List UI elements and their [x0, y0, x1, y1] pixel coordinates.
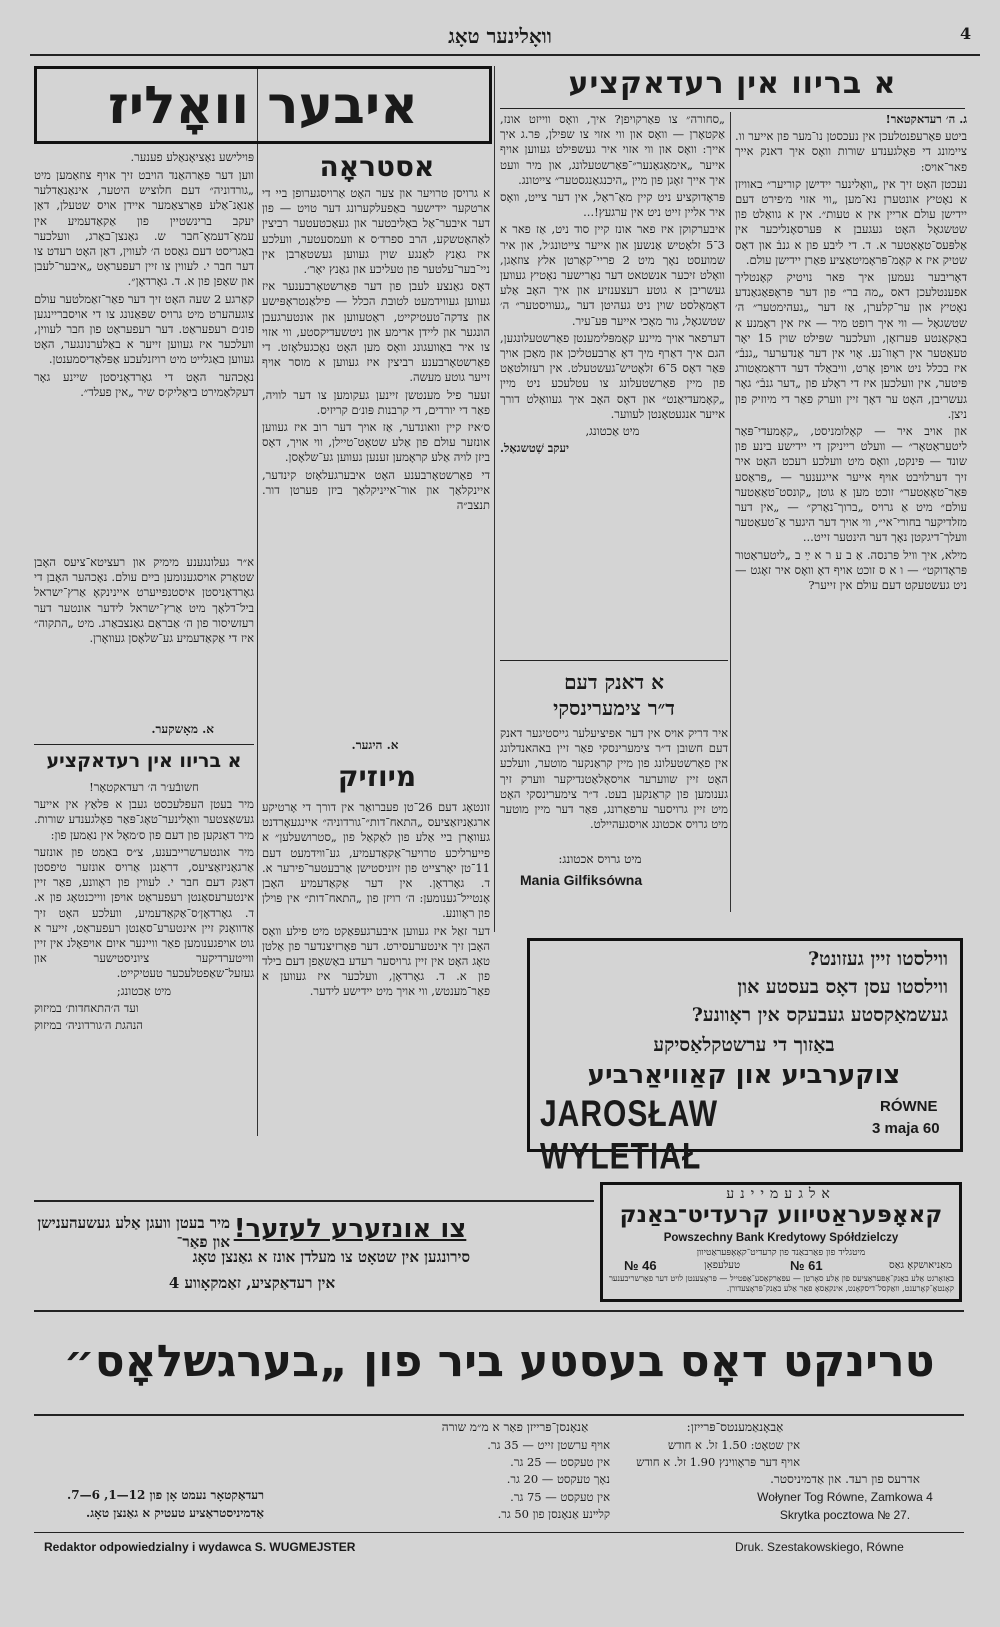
- music-title: מיוזיק: [337, 760, 417, 793]
- letter-paragraph: ביטע פּאַרעפנטלעכן אין נעכסטן נו־מער פון אייער וו. ציימונג די פאָלגענדע שורות וואָס איך דאנק אייך פאר־אויס:: [735, 129, 967, 174]
- right-sign: א. מאָשקער.: [151, 722, 214, 736]
- letter-paragraph: דאָריבער נעמען איך פאר נויטיק קאָנטליך אפענטלעכן דאס „מה בר״ פון דער פּראָפּאַגאַנדע נאָטיץ און ער־קלערן, אַז דער „געהימטער״ ה׳ שטשגאָל — ווי איך רופט מיר — איז אין ראָמנע א באַקאַנטע פּערזאָן, וועלכער שפּילט שוין 15 יאָר טעאַטער אין ראָוו־נע. אָוי אין דער אַנדערער „גנבֿ״ איז בכלל ניט אויפן אָרט, וויבאַלד דער דראַמאַטורג פּיטער, אין וועלכען איז די ראָלע פון „דער גנבֿ״ גאָר געשריבן, האָט ער דאָך זיין ווערק פאַר די מיוזיק פון ניצן.: [735, 270, 967, 421]
- right-column-a: [34, 168, 254, 548]
- music-paragraph: דער זאַל איז געווען איבערגעפּאַקט מיט פילע וואָס האָבן זיך אינטערעסירט. דער פאָרזיצנדער פון אַלטן טאָג האָט אין זיין גרויסער רעדע באַשאַפן דעם בילד פון א. ד. גאָרדאָן, וועלכער איז געווען א פאַר־מענטש, ווי אויך מיט יידישע לידער.: [262, 923, 490, 999]
- subs-row: אין שטאָט: 1.50 זל. א חודש: [667, 1438, 800, 1452]
- readers-headline: צו אונזערע לעזער!: [233, 1214, 467, 1244]
- ostroh-sign: א. היגער.: [351, 738, 399, 752]
- column-divider: [257, 66, 258, 1136]
- ad-bakery-line3: געשמאַקסטע געבעקס אין ראָוונע?: [691, 1004, 948, 1026]
- ostroh-paragraph: א גרויסן טרויער און צער האָט אַרויסגערופן ביי די ארטקער יידישער באַפעלקערונג דער טויט — פון דער איבער־אַל באַליבטער און געאַכטעטער רביצין לאַהאָטשקע, הרב ספרד׳ס א װעמסעטער, וועלכע איז גאַנץ לאַנגע שוין געווען געשטאַרבן אין ניי־בער־עלטער פון טעליכע און גאַנץ יאָר׳.: [262, 186, 490, 277]
- music-paragraph: זונטאָג דעם 26־טן פעברואַר אין דורך די אָרטיקע ארגאַניזאַציעס „התאח־דות״־גורדוניה״ איינגעאָרדנט געוואָרן ביי אַלע פון לאַקאַל פון „סטרושעלען״ א פייערליכע טרויער־אַקאַדעמיע, גע־ווידמעט דעם 11־טן יאָרצייט פון זיוניסטישן אַרבעטער־פירער א. ד. גאָרדאָן. אין דער אַקאַדעמיע האָבן אָנטייל־גענומען: ה׳ רויזן פון „התאח־דות״ אין פּוילן פון ראָוונע.: [262, 800, 490, 921]
- office-hours-2: אַדמיניסטראַציע טעטיק א גאַנצן טאָג.: [86, 1506, 264, 1520]
- section-rule: [34, 744, 254, 745]
- letter2-body: [34, 780, 254, 1080]
- letter-paragraph: איבערקוקן איז פאר אונז קיין סוד ניט, אַז פאר א 3־5 זלאָטיש אַנשען און אייער צייטונג׳ל, און איר שמועסט נאָך מיט 2 פריי־קאַרטן אלץ צוזאַגן, וואָלט זיכער אנשטאט דער נאַרישער נאָטיץ געווען געשריבן א גוטע רעצענזיע און איך האָב אַלע דאָמאָלסט שוין ניט געהיטן דער „געוויסטער״ ה׳ שטשגאָל, גור מאָכי אייער פּע־עיר.: [500, 222, 725, 328]
- thanks-sign-name: Mania Gilfiksówna: [520, 872, 643, 888]
- section-rule: [34, 1414, 964, 1416]
- right-paragraph: א״ר געלונגענע מימיק און רעציטא־ציעס האָבן שטאַרק אויסגענומען ביים עולם. נאָכהער האָבן די גאָרדאָניסטן איסטנפייערט איינינקאָ אַרץ־ישראל ביל־דלאָך מיט אַרץ־ישראל לידער אונטער דער רעזשיסור פון ה׳ אַבראַם גאַנצבאַרג. מיט „התקוה״ איז די אַקאַדעמיע גע־שלאָסן געוואָרן.: [34, 555, 254, 646]
- printer-line: Druk. Szestakowskiego, Równe: [735, 1540, 904, 1554]
- right-subline: פּוילישע נאַציאָנאַלע פענער.: [130, 150, 254, 164]
- ads-price-row: אויף ערשטן זייט — 35 גר.: [487, 1438, 610, 1452]
- address-line2: Skrytka pocztowa № 27.: [779, 1508, 911, 1522]
- right-paragraph: קאַרגע 2 שעה האָט זיך דער פאַר־זאַמלטער עולם צוגעהערט מיט גרויס שפּאַנונג צו די אויסבריינגען פונ׳ם רעפעראַט. דער רעפעראַט פון חבר לעווין, וועלכער איז געווען זייער א באַלערנונגער, האָט געווען באַגלייט מיט רויזנלעכע אַפּלאַדיסמענטן.: [34, 291, 254, 367]
- ads-price-row: נאָך טעקסט — 20 גר.: [506, 1472, 610, 1487]
- page-title: וואָלינער טאָג: [448, 24, 552, 48]
- ad-bakery-line5: צוקערביע און קאַוויאַרביע: [587, 1060, 901, 1090]
- letter2-sign: ועד ה׳התאחדות׳ במיזוק: [34, 1000, 139, 1015]
- ad-bakery-line1: ווילסטו זיין געזונט?: [807, 948, 948, 970]
- ads-price-title: אַנאָנסן־פּרייזן פאַר א מ״מ שורה: [441, 1420, 589, 1434]
- letter-paragraph: „סחורה״ צו פּאַרקויפן? איך, וואָס װייזט אונז, אַקטאָרן — וואָס און ווי אזוי צו שפּילן, פּר.ג איך אייך: וואָס און ווי אזוי איר געשפּילט געווען אויף אייער „אימאַגאַנער״־פּאַרשטעלונג, און מיר וועט איך אייך זאָגן פון מיין „היכנגאַנגסטער״ צייטונג.: [500, 112, 725, 187]
- bank-polish: Powszechny Bank Kredytowy Spółdzielczy: [663, 1232, 899, 1244]
- ads-price-list: [410, 1438, 610, 1538]
- music-body: [262, 800, 490, 1136]
- letter-paragraph: און אויב איר — קאָלומניסט, „קאָמעדי־פּאַר ליטעראַטאָר״ — וועלט רייניקן די יידישע בינע פון שונד — פּינקט, וואָס מיט וועלכע רעכט האָט איר זיך דערלויבט אויף אייער אייגענער — „פּראַסע פּאַר־טאָאַטער״ זוכט מען אַ גוטן „קונסט־טאַאַטער עולם״ מיט אַ גרויס „ברוך־נאַרק״ — „אין דער מזלדיקער בחורי־אי״, ווי אויך דער היגער אַ־טעאַטער װעלך־דיגקטן נאָך דער הינטער זייט...: [735, 424, 967, 545]
- section-rule: [34, 1200, 594, 1202]
- ad-bakery-line4: באַזוך די ערשטקלאַסיקע: [653, 1034, 835, 1056]
- bank-member: מיטגליד פון פאַרבאַנד פון קרעדיט־קאָאָפּעראַטיוון: [696, 1248, 866, 1258]
- letter-paragraph: נעכטן האָט זיך אין „וואָלינער יידישן קוריער״ באוויזן א נאָטיץ אונטערן נא־מען „ווי אזוי מ׳פירט דעם יידישן עולם אריין אין א טעות״. אין א גוואַלט פון שטשגאָל האָט געגעבן א פּערסאָנליכער אין אַלפּעס־טאָאַטער א. ד. די ליבע פון א גנבֿ און דאָס שטיק איז א קאָמ־פּראָמיטאַציע פאַרן יידישן עולם.: [735, 176, 967, 267]
- letter-headline-rule: [500, 108, 965, 109]
- ads-price-row: אין טעקסט — 75 גר.: [510, 1489, 610, 1504]
- column-divider: [494, 66, 495, 932]
- letter2-title: א בריוו אין רעדאקציע: [46, 750, 242, 772]
- thanks-body: איר דריק אויס אין דער אפיציעלער גייסטיגער דאנק דעם חשובן ד״ר צימערינסקי פאַר זיין באהאנדלונג אין פאַרשטעלונג פון מיין קראַנקער מוטער, וועלכע האָט זיין שווערער אויסאָלאַטנדיקער ווערק זיך גענומען פון קראַנקען בעט. ד״ר צימערינסקי האָט מיט זיין גרויסער ערפאַרונג, פאַר דער מיין מוטער מיט גרויס אכטונג אויסגעהיילט.: [500, 726, 728, 832]
- subs-title: אַבאָנאַמענטס־פּרייזן:: [686, 1420, 784, 1434]
- letter-paragraph: מילא, איך װיל פּרנסה. אַ ב ע ר א ײַ ב „ליטעראַטור פּראָדוקט״ — ו א ס זוכט אויף דאָ װאָס איר זאָגט — ניט געשטעקט דעם עולם אין זייער?: [735, 547, 967, 593]
- letter-column-1: [735, 112, 967, 912]
- letter2-paragraph: מיר בעטן העפלעכסט געבן א פּלאַץ אין אייער געשאַצטער וואָלינער־טאָג־פּאַר פאָלגענדע שורות. מיר דאַנקען פון דעם פון ס׳מאָל אין נאַמען פון:: [34, 797, 254, 842]
- readers-text1: מיר בעטן וועגן אַלע געשעהענישן און פאַר־: [37, 1214, 230, 1251]
- thanks-title-1: א דאנק דעם: [564, 670, 664, 694]
- section-rule: [34, 1310, 964, 1312]
- letter-signature: יעקב שַׁטשגאַל.: [500, 441, 570, 456]
- ad-bakery-address: 3 maja 60: [872, 1120, 940, 1137]
- subs-row: אויף דער פּראָווינץ 1.90 זל. א חודש: [636, 1455, 800, 1470]
- letter2-paragraph: מיר אונטערשרייבענע, צ״ס באַמט פון אונזער אַרגאַניזאַציעס, דראַנגן אַרויס אונזער טיפסטן דאַנק דעם חבר י. לעווין פון ראָוונע, פאַר זיין אינטערעסאַנטן רעפעראַט אויפן ווייכנטאָג פון א. ד. גאָרדאָן׳ס־אַקאַדעמיע, וועלכע האָט זיך אַדוואָנק זיין אינטערע־סאַנטן רעפעראַט, זייער א גוט אויפגענומען פאַר וויינער איום אויפאָלנ אין זיין ווייטערדיקער ציוניסטישער און געזעל־שאַפטלעכער טעטיקייט.: [34, 844, 254, 981]
- bank-top: אלגעמיינע: [726, 1186, 836, 1202]
- bank-footer: באַזאָרגט אַלע באַנק־אָפּעראַציעס פון אַלע סאָרטן — עפּאַרקאַסע־אָפּטייל — פּראָצענטן לויט דער פאַרשריבענער קאָנטאָ־קאָרענט, וואַקסל־דיסקאָנט, אינקאַסאָ פאַר אַלע באַנק־פּראָצעדורן.: [608, 1274, 954, 1293]
- ads-price-row: אין טעקסט — 25 גר.: [510, 1455, 610, 1470]
- ad-bakery-line2: ווילסטו עסן דאָס בעסטע און: [737, 976, 948, 998]
- bank-phone-label: טעלעפאָן: [704, 1260, 740, 1271]
- ostroh-paragraph: ס׳איז קיין וואונדער, אַז אויך דער רוב איז געווען אונזער עולם פון אַלע שטאָט־טיילן, ווי אויך, דאָס ביזן לויה אַלע קראָמען זענען געווען גע־שלאָסן.: [262, 420, 490, 465]
- right-paragraph: נאָכהער האָט די גאָרדאָניסטן שיינע גאָר דעקלאַמירט ביאַליק׳ס שיר „אין פעלד״.: [34, 369, 254, 399]
- letter-paragraph: דערפאר אויך מיינע קאָמפּלימענטן פאַרשטעלונגען, הגם איך דאַרף מיך דאָ אַרבעטליכן און מאַכן אויך פּאַר דאָס 5־6 זלאָטיש־געשטעלט. אין רעזולטאַט פון מיין פאַרשטעלונג צו עטלעכע ניט מיין „קאָמעדיאַנט״ און דאָס האָב איך געוואָלט דורך אייער אנגעטאָנטן לעווער.: [500, 330, 725, 421]
- ad-bakery-name: JAROSŁAW WYLETIAŁ: [540, 1093, 719, 1178]
- header-rule: [30, 54, 980, 56]
- page-number: 4: [960, 24, 972, 43]
- editor-line: Redaktor odpowiedzialny i wydawca S. WUGMEJSTER: [44, 1540, 356, 1554]
- right-paragraph: ווען דער פּאַרהאַנד הויבט זיך אויף צוזאַמען מיט „גורדוניה״ דעם חלוציש היטער, אינאַנאַדלער אַנאַנ־אַלע פּאַרצאַמער איידן אויס שטעלן, דאַן יעקב ברינשטיין פון אַקאַדעמיע אין עמאָ־דעמאָ־חבר ש. גאַנצן־באַרג, וועלכער באַגריסט דעם גאַסט ה׳ לעווין, דאַן האָט רעדט צו דער חבר י. לעווין צו זיין רעפעראַט „איבער־לעבן און שאַפן פון א. ד. גאָרדאָן״.: [34, 168, 254, 289]
- beer-banner: טרינקט דאָס בעסטע ביר פון „בערגשלאָס״: [63, 1336, 935, 1387]
- letter-headline: א בריוו אין רעדאקציע: [568, 66, 897, 101]
- address-title: אדרעס פון רעד. און אַדמיניסטר.: [770, 1472, 920, 1486]
- ostroh-paragraph: זעער פיל מענטשן זיינען געקומען צו דער לוויה, פאַר די יורדים, די קרבנות פּונ׳ם קריזיס.: [262, 387, 490, 417]
- letter-column-2: [500, 112, 725, 617]
- ostroh-paragraph: דאָס גאַנצע לעבן פון דער פאַרשטאָרבענער איז געווען געווידמעט לטובת הכלל — פילאַנטראָפּישע און צדקה־טעטיקייט, ראַטעווען און אונטערגעבן הונגער און ליידן ארימע און ניטשעדיקסטע, ווי אזוי צו איר באַוועגונג וואָס מען האָט נאָכגעלאָזט. די פאַרשטאָרבענע רביצין איז געווען א מוסר אויף זייער גוטע מעשה.: [262, 279, 490, 385]
- thanks-title-2: ד״ר צימערינסקי: [553, 696, 675, 720]
- thanks-sign-label: מיט גרויס אכטונג:: [558, 852, 642, 866]
- ads-price-row: קלײנע אַנאָנסן פון 50 גר.: [497, 1506, 610, 1521]
- ostroh-body: [262, 186, 490, 706]
- letter-sign-label: מיט אַכטונג,: [585, 424, 640, 439]
- right-column-b: [34, 555, 254, 725]
- readers-text3: אין רעדאַקציע, זאַמקאָווע 4: [168, 1274, 336, 1292]
- readers-text2: סירונגען אין שטאָט צו מעלדן אונז א גאַנצן טאָג: [192, 1248, 470, 1266]
- ad-bakery-city: RÓWNE: [880, 1098, 938, 1115]
- section-rule: [500, 660, 728, 661]
- bank-phone: № 46: [624, 1258, 657, 1273]
- letter2-sign-label: מיט אַכטונג;: [116, 983, 172, 998]
- ostroh-title: אסטראָה: [319, 150, 435, 183]
- column-divider: [730, 112, 731, 912]
- right-banner: איבער וואָליז: [34, 66, 492, 144]
- bank-address: № 61: [790, 1258, 823, 1273]
- bank-name: קאאָפּעראַטיווע קרעדיט־באַנק: [619, 1202, 943, 1228]
- ostroh-paragraph: די פאַרשטאָרבענע האָט איבערגעלאָזט קינדער, איינקלאַך און אור־אייניקלאַך ביזן פערטן דור. תנצב״ה: [262, 467, 490, 513]
- address-line1: Wołyner Tog Równe, Zamkowa 4: [757, 1490, 933, 1504]
- bank-address-label: מאַניאושקאָ גאַס: [889, 1260, 952, 1271]
- footer-rule: [34, 1532, 964, 1533]
- letter-salutation: ג. ה׳ רעדאקטאר!: [885, 112, 967, 126]
- letter2-sign: הנהגת ה׳גורדוניה׳ במיזוק: [34, 1018, 143, 1033]
- office-hours-1: רעדאַקטאָר נעמט אָן פון 12—1, 6—7.: [67, 1488, 264, 1502]
- letter-paragraph: פּראָדוקציע ניט קיין מאַ־ראַל, אין דער צייט, וואָס איר אליין זייט ניט אין ערגעץ!...: [500, 190, 725, 220]
- letter2-salutation: חשובֿע׳ר ה׳ רעדאקטאָר!: [89, 780, 199, 794]
